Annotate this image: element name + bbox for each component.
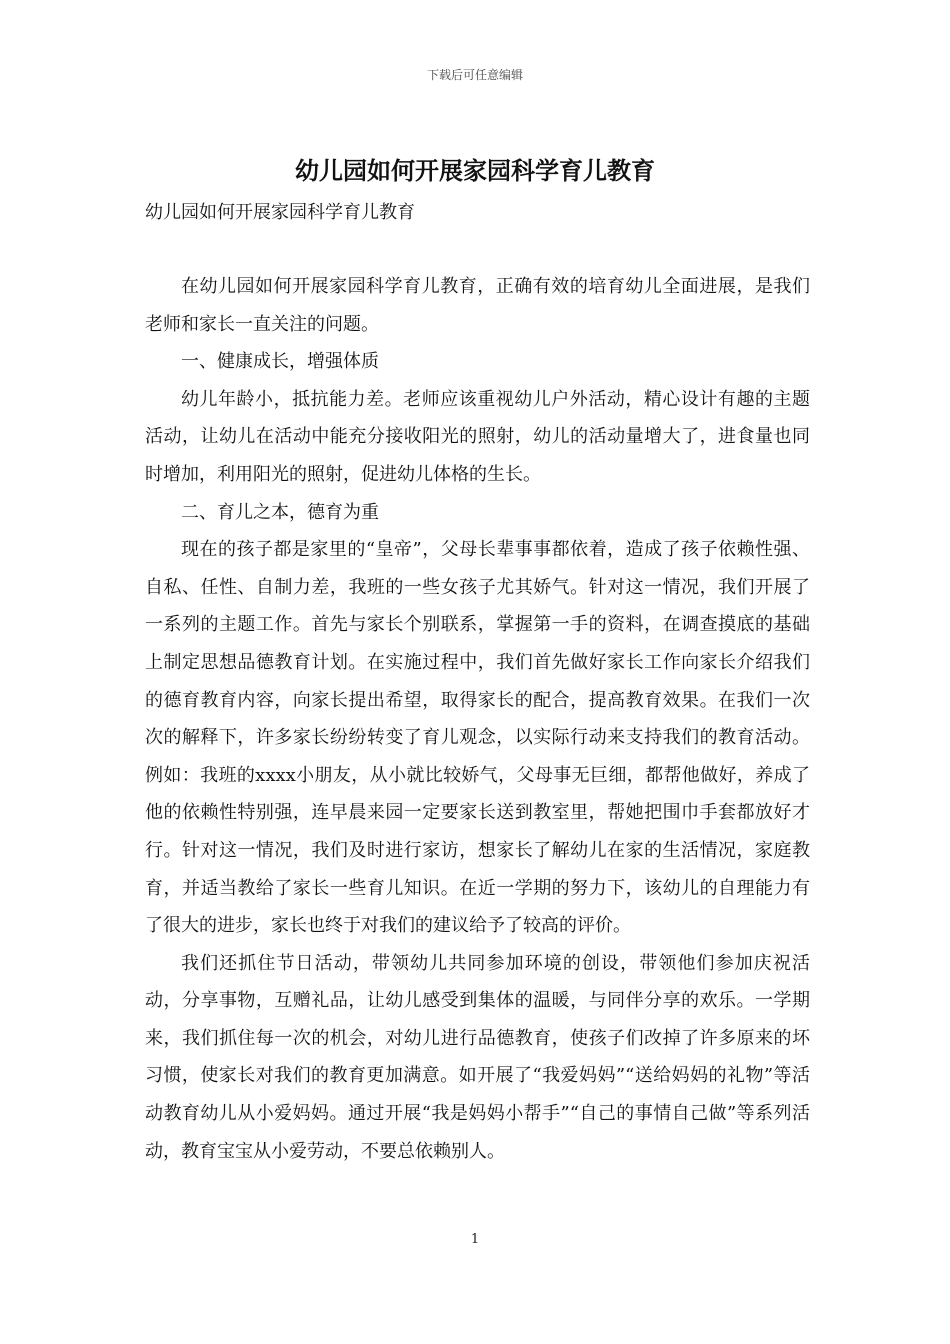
document-title: 幼儿园如何开展家园科学育儿教育 [295,156,655,185]
paragraph-intro: 在幼儿园如何开展家园科学育儿教育，正确有效的培育幼儿全面进展，是我们老师和家长一直关注的问题。 [145,276,810,335]
paragraph-health: 幼儿年龄小，抵抗能力差。老师应该重视幼儿户外活动，精心设计有趣的主题活动，让幼儿在活动中能充分接收阳光的照射，幼儿的活动量增大了，进食量也同时增加，利用阳光的照射，促进幼儿体格的生长。 [145,388,810,485]
section-heading-moral: 二、育儿之本，德育为重 [181,501,379,523]
section-heading-health: 一、健康成长，增强体质 [181,351,379,373]
page-number: 1 [470,1232,480,1247]
document-subtitle: 幼儿园如何开展家园科学育儿教育 [145,202,415,223]
paragraph-holiday: 我们还抓住节日活动，带领幼儿共同参加环境的创设，带领他们参加庆祝活动，分享事物，互赠礼品，让幼儿感受到集体的温暖，与同伴分享的欢乐。一学期来，我们抓住每一次的机会，对幼儿进行品德教育，使孩子们改掉了许多原来的坏习惯，使家长对我们的教育更加满意。如开展了“我爱妈妈”“送给妈妈的礼物”等活动教育幼儿从小爱妈妈。通过开展“我是妈妈小帮手”“自己的事情自己做”等系列活动，教育宝宝从小爱劳动，不要总依赖别人。 [145,952,810,1162]
paragraph-moral: 现在的孩子都是家里的“皇帝”，父母长辈事事都依着，造成了孩子依赖性强、自私、任性、自制力差，我班的一些女孩子尤其娇气。针对这一情况，我们开展了一系列的主题工作。首先与家长个别联系，掌握第一手的资料，在调查摸底的基础上制定思想品德教育计划。在实施过程中，我们首先做好家长工作向家长介绍我们的德育教育内容，向家长提出希望，取得家长的配合，提高教育效果。在我们一次次的解释下，许多家长纷纷转变了育儿观念，以实际行动来支持我们的教育活动。例如：我班的xxxx小朋友，从小就比较娇气，父母事无巨细，都帮他做好，养成了他的依赖性特别强，连早晨来园一定要家长送到教室里，帮她把围巾手套都放好才行。针对这一情况，我们及时进行家访，想家长了解幼儿在家的生活情况，家庭教育，并适当教给了家长一些育儿知识。在近一学期的努力下，该幼儿的自理能力有了很大的进步，家长也终于对我们的建议给予了较高的评价。 [145,539,810,937]
header-note: 下载后可任意编辑 [426,68,523,82]
document-body [145,268,810,1170]
